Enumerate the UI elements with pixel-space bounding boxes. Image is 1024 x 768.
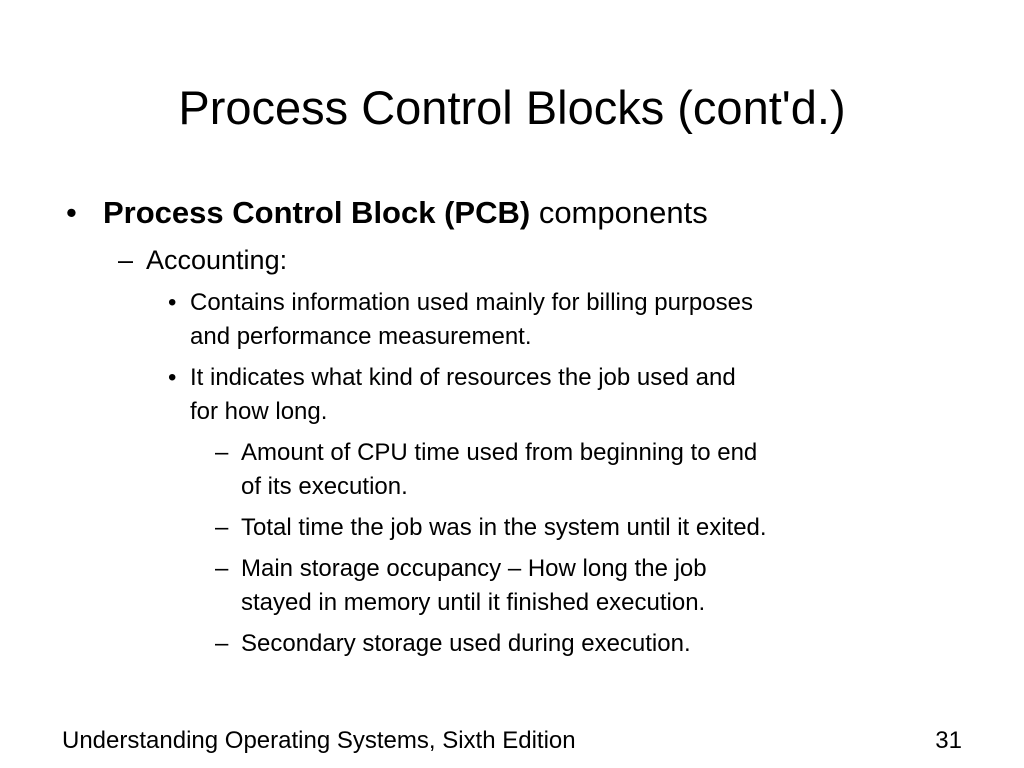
level3-item-2-line-2: for how long. (190, 398, 328, 425)
slide-title: Process Control Blocks (cont'd.) (178, 81, 846, 134)
level4-dash-4: – (215, 630, 229, 657)
level4-item-4-line-1: Secondary storage used during execution. (241, 630, 691, 657)
level1-item (103, 195, 708, 231)
level2-item: Accounting: (146, 245, 288, 275)
level3-item-1-line-2: and performance measurement. (190, 323, 532, 350)
level3-item-1-line-1: Contains information used mainly for billing purposes (190, 289, 753, 316)
level4-item-1-line-1: Amount of CPU time used from beginning to end (241, 439, 758, 466)
level4-dash-1: – (215, 439, 229, 466)
level4-dash-2: – (215, 514, 229, 541)
level2-dash: – (118, 245, 134, 275)
level1-bold-text: Process Control Block (PCB) (103, 195, 531, 230)
level1-bullet: • (66, 195, 77, 230)
level4-item-1-line-2: of its execution. (241, 473, 408, 500)
level4-item-3-line-2: stayed in memory until it finished execution. (241, 589, 706, 616)
level4-dash-3: – (215, 555, 229, 582)
footer-book-title: Understanding Operating Systems, Sixth Edition (62, 727, 576, 754)
level1-text: components (530, 195, 708, 230)
level3-item-2-line-1: It indicates what kind of resources the job used and (190, 364, 736, 391)
level3-bullet-1: • (168, 289, 177, 316)
level4-item-2-line-1: Total time the job was in the system until it exited. (241, 514, 767, 541)
level4-item-3-line-1: Main storage occupancy – How long the job (241, 555, 707, 582)
level3-bullet-2: • (168, 364, 177, 391)
footer-page-number: 31 (935, 727, 962, 754)
